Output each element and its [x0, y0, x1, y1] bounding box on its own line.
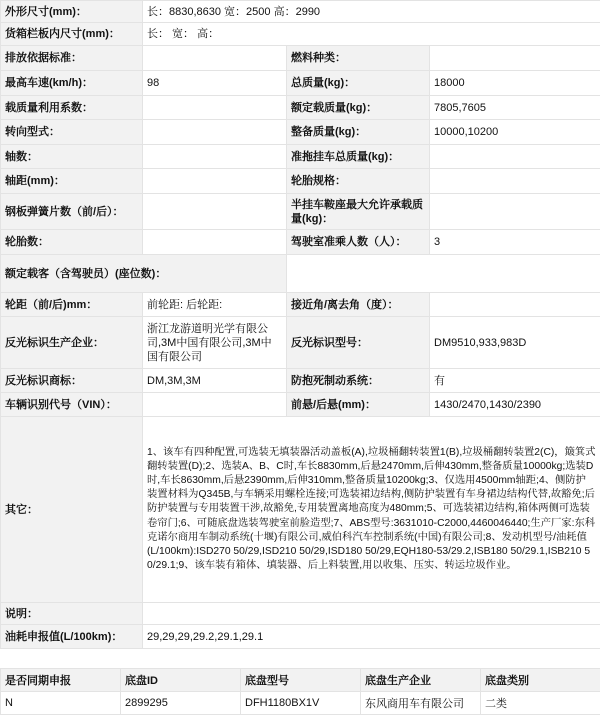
- chassis-header-row: [1, 669, 600, 692]
- spec-row-speed: [1, 71, 600, 96]
- fuel-type-value: [430, 46, 600, 71]
- overhang-label: 前悬/后悬(mm)：: [287, 393, 430, 417]
- chassis-header-id: 底盘ID: [121, 669, 241, 692]
- fuel-consumption-value: 29,29,29,29.2,29.1,29.1: [143, 625, 600, 649]
- axles-value: [143, 145, 287, 169]
- spec-row-cargo: [1, 23, 600, 46]
- rated-load-label: 额定载质量(kg)：: [287, 96, 430, 120]
- spec-row-emission: [1, 46, 600, 71]
- chassis-id: 2899295: [121, 692, 241, 715]
- reflector-brand-value: DM,3M,3M: [143, 369, 287, 393]
- trailer-mass-label: 准拖挂车总质量(kg)：: [287, 145, 430, 169]
- spec-row-wheelbase: [1, 169, 600, 194]
- dimensions-value: 长：8830,8630 宽：2500 高：2990: [143, 1, 600, 23]
- abs-value: 有: [430, 369, 600, 393]
- reflector-model-label: 反光标识型号：: [287, 317, 430, 369]
- cab-passengers-label: 驾驶室准乘人数（人）：: [287, 230, 430, 255]
- cab-passengers-value: 3: [430, 230, 600, 255]
- steering-label: 转向型式：: [1, 120, 143, 145]
- chassis-category: 二类: [481, 692, 600, 715]
- wheelbase-value: [143, 169, 287, 194]
- chassis-header-same-period: 是否同期申报: [1, 669, 121, 692]
- util-coef-value: [143, 96, 287, 120]
- spec-row-vin: [1, 393, 600, 417]
- fuel-consumption-label: 油耗申报值(L/100km)：: [1, 625, 143, 649]
- overhang-value: 1430/2470,1430/2390: [430, 393, 600, 417]
- chassis-row: [1, 692, 600, 715]
- spec-row-load: [1, 96, 600, 120]
- max-speed-label: 最高车速(km/h)：: [1, 71, 143, 96]
- tires-count-value: [143, 230, 287, 255]
- springs-label: 钢板弹簧片数（前/后）：: [1, 194, 143, 230]
- spec-row-note: [1, 603, 600, 625]
- tires-count-label: 轮胎数：: [1, 230, 143, 255]
- curb-mass-label: 整备质量(kg)：: [287, 120, 430, 145]
- other-label: 其它：: [1, 417, 143, 603]
- spec-row-fuel-consumption: [1, 625, 600, 649]
- steering-value: [143, 120, 287, 145]
- spec-row-springs: [1, 194, 600, 230]
- vin-label: 车辆识别代号（VIN）：: [1, 393, 143, 417]
- note-value: [143, 603, 600, 625]
- track-label: 轮距（前/后)mm：: [1, 293, 143, 317]
- other-value: 1、该车有四种配置,可选装无填装器活动盖板(A),垃圾桶翻转装置1(B),垃圾桶翻转装置2(C)，簸箕式翻转装置(D);2、选装A、B、C时,车长8830mm,后悬2470mm,后伸430mm,整备质量10000kg;选装D时,车长8630mm,后悬2390mm,后伸310mm,整备质量10200kg;3、仅选用4500mm轴距;4、侧防护装置材料为Q345B,与车辆采用螺栓连接;可选装裙边结构,侧防护装置有车身裙边结构代替,故豁免;后防护装置与专用装置干涉,故豁免,专用装置离地高度为480mm;5、可选装裙边结构,箱体两侧可选装卷帘门;6、可随底盘选装驾驶室前脸造型;7、ABS型号:3631010-C2000,4460046440;生产厂家:东科克诺尔商用车制动系统(十堰)有限公司,威伯科汽车控制系统(中国)有限公司;8、发动机型号/油耗值(L/100km):ISD270 50/29,ISD210 50/29,ISD180 50/29,EQH180-53/29.2,ISB180 50/29.1,ISB210 50/29.1;9、该车装有箱体、填装器、后上料装置,用以收集、压实、转运垃圾作业。: [143, 417, 600, 603]
- trailer-mass-value: [430, 145, 600, 169]
- chassis-same-period: N: [1, 692, 121, 715]
- reflector-maker-label: 反光标识生产企业：: [1, 317, 143, 369]
- chassis-header-model: 底盘型号: [241, 669, 361, 692]
- rated-passengers-label: 额定载客（含驾驶员）(座位数)：: [1, 255, 287, 293]
- wheelbase-label: 轴距(mm)：: [1, 169, 143, 194]
- spec-row-axles: [1, 145, 600, 169]
- spec-row-other: [1, 417, 600, 603]
- vin-value: [143, 393, 287, 417]
- dimensions-label: 外形尺寸(mm)：: [1, 1, 143, 23]
- spec-row-dimensions: [1, 1, 600, 23]
- chassis-model: DFH1180BX1V: [241, 692, 361, 715]
- reflector-maker-value: 浙江龙游道明光学有限公司,3M中国有限公司,3M中国有限公司: [143, 317, 287, 369]
- axles-label: 轴数：: [1, 145, 143, 169]
- spec-row-steering: [1, 120, 600, 145]
- spec-row-seats: [1, 255, 600, 293]
- emission-value: [143, 46, 287, 71]
- spec-row-track: [1, 293, 600, 317]
- curb-mass-value: 10000,10200: [430, 120, 600, 145]
- spec-row-brand: [1, 369, 600, 393]
- springs-value: [143, 194, 287, 230]
- chassis-header-maker: 底盘生产企业: [361, 669, 481, 692]
- note-label: 说明：: [1, 603, 143, 625]
- util-coef-label: 载质量利用系数：: [1, 96, 143, 120]
- abs-label: 防抱死制动系统：: [287, 369, 430, 393]
- angle-label: 接近角/离去角（度）：: [287, 293, 430, 317]
- reflector-model-value: DM9510,933,983D: [430, 317, 600, 369]
- spec-row-tires: [1, 230, 600, 255]
- reflector-brand-label: 反光标识商标：: [1, 369, 143, 393]
- spec-row-reflector: [1, 317, 600, 369]
- track-value: 前轮距: 后轮距:: [143, 293, 287, 317]
- gross-mass-label: 总质量(kg)：: [287, 71, 430, 96]
- chassis-maker: 东风商用车有限公司: [361, 692, 481, 715]
- tire-spec-label: 轮胎规格：: [287, 169, 430, 194]
- tire-spec-value: [430, 169, 600, 194]
- rated-load-value: 7805,7605: [430, 96, 600, 120]
- angle-value: [430, 293, 600, 317]
- fuel-type-label: 燃料种类：: [287, 46, 430, 71]
- emission-label: 排放依据标准：: [1, 46, 143, 71]
- chassis-header-category: 底盘类别: [481, 669, 600, 692]
- max-speed-value: 98: [143, 71, 287, 96]
- rated-passengers-value: [287, 255, 600, 293]
- gross-mass-value: 18000: [430, 71, 600, 96]
- cargo-label: 货箱栏板内尺寸(mm)：: [1, 23, 143, 46]
- cargo-value: 长： 宽： 高：: [143, 23, 600, 46]
- chassis-table: [0, 668, 600, 715]
- saddle-load-value: [430, 194, 600, 230]
- saddle-load-label: 半挂车鞍座最大允许承载质量(kg)：: [287, 194, 430, 230]
